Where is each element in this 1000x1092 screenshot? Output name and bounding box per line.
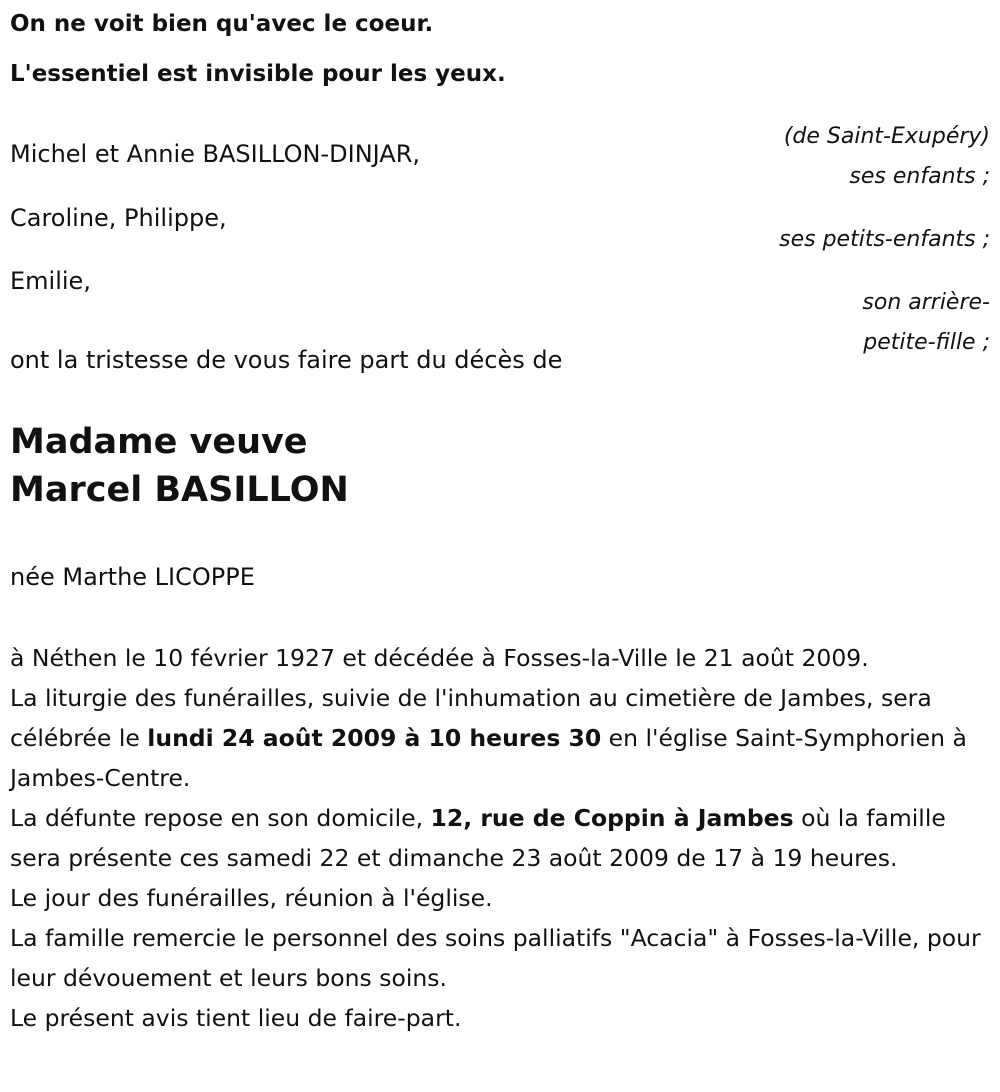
- deceased-name-line-1: Madame veuve: [10, 422, 308, 462]
- announcement-text: ont la tristesse de vous faire part du décès de: [10, 346, 563, 374]
- quote-line-1: On ne voit bien qu'avec le coeur.: [10, 11, 434, 37]
- family-greatgrandchild-relation-2: petite-fille ;: [863, 330, 990, 355]
- visitation-info: La défunte repose en son domicile, 12, rue de Coppin à Jambes où la famille sera présente ces samedi 22 et dimanche 23 août 2009 de 17 à 19 heures.: [10, 804, 946, 872]
- family-children-names: Michel et Annie BASILLON-DINJAR,: [10, 140, 421, 168]
- birth-death-info: à Néthen le 10 février 1927 et décédée à Fosses-la-Ville le 21 août 2009.: [10, 644, 869, 672]
- quote-author: (de Saint-Exupéry): [783, 124, 990, 149]
- family-greatgrandchild-names: Emilie,: [10, 267, 91, 295]
- visitation-address: 12, rue de Coppin à Jambes: [430, 804, 794, 832]
- liturgy-info: La liturgie des funérailles, suivie de l'inhumation au cimetière de Jambes, sera célébrée le lundi 24 août 2009 à 10 heures 30 en l'église Saint-Symphorien à Jambes-Centre.: [10, 684, 967, 792]
- funeral-details: [10, 638, 995, 1038]
- family-grandchildren-relation: ses petits-enfants ;: [779, 227, 990, 252]
- family-grandchildren-names: Caroline, Philippe,: [10, 204, 227, 232]
- deceased-name-line-2: Marcel BASILLON: [10, 470, 349, 510]
- birth-name: née Marthe LICOPPE: [10, 563, 255, 591]
- family-children-relation: ses enfants ;: [849, 164, 990, 189]
- liturgy-date: lundi 24 août 2009 à 10 heures 30: [147, 724, 602, 752]
- family-greatgrandchild-relation-1: son arrière-: [862, 290, 990, 315]
- thanks-info: La famille remercie le personnel des soins palliatifs "Acacia" à Fosses-la-Ville, pour leur dévouement et leurs bons soins.: [10, 924, 981, 992]
- notice-info: Le présent avis tient lieu de faire-part.: [10, 1004, 462, 1032]
- gathering-info: Le jour des funérailles, réunion à l'église.: [10, 884, 493, 912]
- quote-line-2: L'essentiel est invisible pour les yeux.: [10, 61, 506, 87]
